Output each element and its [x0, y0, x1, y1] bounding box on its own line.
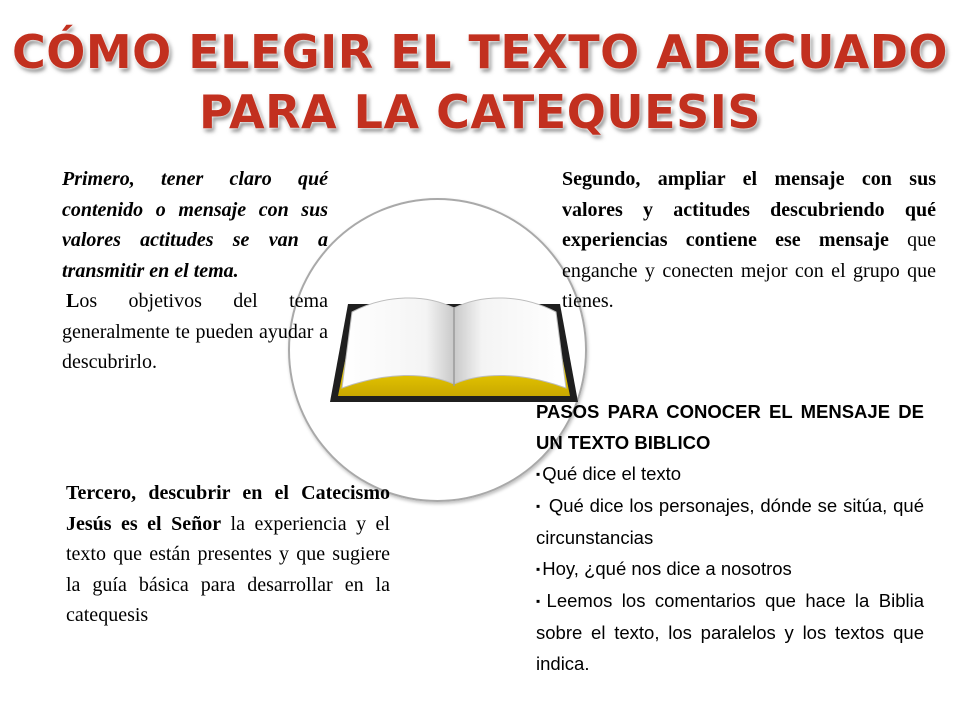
steps-box: [536, 396, 924, 679]
third-step-bold: Tercero, descubrir en el Catecismo Jesús es el Señor: [66, 482, 390, 535]
list-item-text: Hoy, ¿qué nos dice a nosotros: [542, 558, 792, 579]
list-item-text: Leemos los comentarios que hace la Biblia sobre el texto, los paralelos y los textos que indica.: [536, 590, 924, 674]
steps-list: [536, 458, 924, 679]
square-bullet-icon: ▪: [536, 499, 541, 513]
list-item: [536, 585, 924, 679]
first-step-note-rest: os objetivos del tema generalmente te pueden ayudar a descubrirlo.: [62, 290, 328, 373]
steps-heading: PASOS PARA CONOCER EL MENSAJE DE UN TEXTO BIBLICO: [536, 401, 924, 453]
list-item-text: Qué dice el texto: [542, 463, 682, 484]
list-item: [536, 490, 924, 553]
second-step-block: [562, 164, 936, 317]
square-bullet-icon: ▪: [536, 467, 541, 481]
open-book-icon: [326, 286, 582, 406]
page-title-line-1: CÓMO ELEGIR EL TEXTO ADECUADO: [11, 25, 949, 79]
first-step-note: [62, 286, 328, 378]
square-bullet-icon: ▪: [536, 562, 541, 576]
first-step-text: Primero, tener claro qué contenido o mensaje con sus valores actitudes se van a transmitir en el tema.: [62, 168, 328, 282]
second-step-text: [562, 164, 936, 317]
second-step-bold: Segundo, ampliar el mensaje con sus valores y actitudes descubriendo qué experiencias contiene ese mensaje: [562, 168, 936, 251]
list-item: [536, 458, 924, 490]
third-step-text: [66, 478, 390, 631]
second-step-normal: que enganche y conecten mejor con el grupo que tienes.: [562, 229, 936, 312]
third-step-block: [66, 478, 390, 631]
third-step-normal: la experiencia y el texto que están presentes y que sugiere la guía básica para desarrollar en la catequesis: [66, 512, 390, 626]
square-bullet-icon: ▪: [536, 594, 545, 608]
first-step-note-initial: L: [66, 290, 80, 312]
list-item: [536, 553, 924, 585]
page-title-line-2: PARA LA CATEQUESIS: [199, 85, 761, 139]
list-item-text: Qué dice los personajes, dónde se sitúa, qué circunstancias: [536, 495, 924, 548]
first-step-block: [62, 164, 328, 378]
page-title: [0, 22, 960, 142]
